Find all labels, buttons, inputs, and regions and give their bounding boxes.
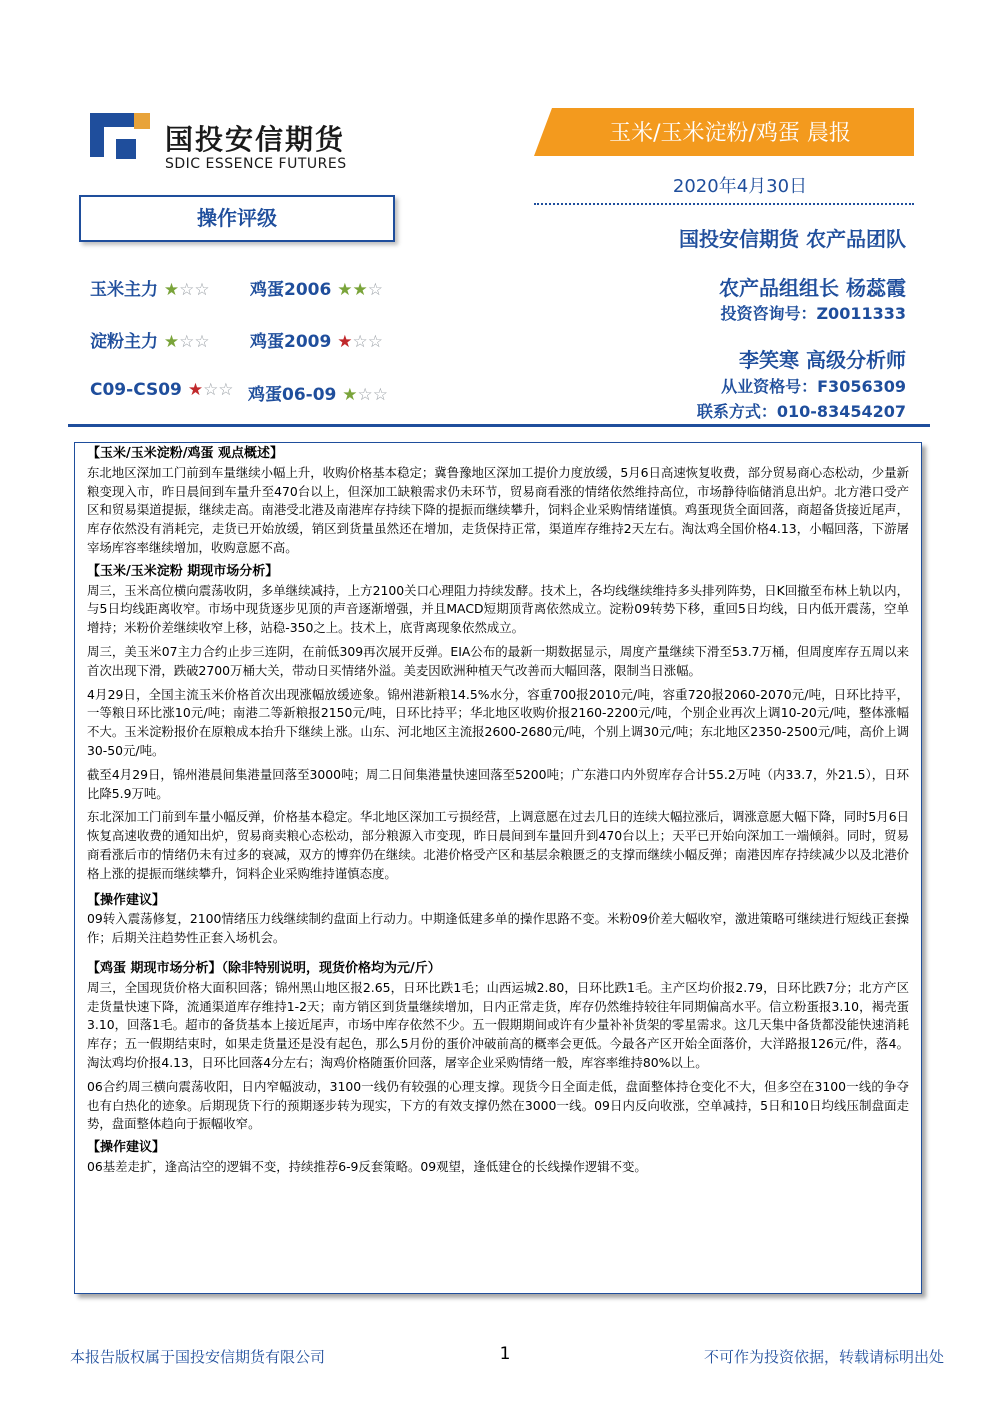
paragraph: 东北深加工门前到车量小幅反弹，价格基本稳定。华北地区深加工亏损经营，上调意愿在过去几日的连续大幅拉涨后，调涨意愿大幅下降，同时5月6日恢复高速收费的通知出炉，贸易商卖粮心态松动，部分粮源入市变现，昨日晨间到车量回升到470台以上；天平已开始向深加工一端倾斜。同时，贸易商看涨后市的情绪仍未有过多的衰减，双方的博弈仍在继续。北港价格受产区和基层余粮匮乏的支撑而继续小幅反弹；南港因库存持续减少以及北港价格上涨的提振而继续攀升，饲料企业采购维持谨慎态度。: [87, 809, 909, 881]
rating-item: [90, 275, 210, 300]
star-filled-icon: ★★: [337, 280, 368, 300]
company-name-cn: 国投安信期货: [165, 123, 346, 156]
rating-label: 鸡蛋2006: [250, 280, 332, 300]
rating-item: [90, 380, 234, 400]
star-filled-icon: ★: [163, 280, 180, 300]
section-note: （除非特别说明，现货价格均为元/斤）: [221, 960, 441, 976]
rating-item: [250, 327, 383, 352]
paragraph: 06合约周三横向震荡收阳，日内窄幅波动，3100一线仍有较强的心理支撑。现货今日全面走低，盘面整体持仓变化不大，但多空在3100一线的争夺也有白热化的迹象。后期现货下行的预期逐步转为现实，下方的有效支撑仍然在3000一线。09日内反向收涨，空单减持，5日和10日均线压制盘面走势，盘面整体趋向于振幅收窄。: [87, 1078, 909, 1132]
rating-item: [248, 380, 388, 405]
author-1-name: 农产品组组长 杨蕊霞: [719, 276, 906, 300]
star-filled-icon: ★: [342, 385, 358, 405]
star-filled-icon: ★: [187, 380, 204, 400]
section-title: 【玉米/玉米淀粉 期现市场分析】: [87, 563, 279, 579]
star-empty-icon: ☆☆: [179, 280, 210, 300]
footer-copyright: 本报告版权属于国投安信期货有限公司: [70, 1348, 326, 1366]
star-empty-icon: ☆☆: [352, 332, 383, 352]
header-divider: [68, 424, 930, 427]
rating-label: 鸡蛋2009: [250, 332, 332, 352]
paragraph: 06基差走扩，逢高沽空的逻辑不变，持续推荐6-9反套策略。09观望，逢低建仓的长线操作逻辑不变。: [87, 1158, 647, 1174]
footer-disclaimer: 不可作为投资依据，转载请标明出处: [703, 1348, 944, 1366]
rating-label: C09-CS09: [90, 380, 182, 400]
star-empty-icon: ☆☆: [203, 380, 234, 400]
author-2-name: 李笑寒 高级分析师: [739, 348, 906, 372]
star-empty-icon: ☆☆: [179, 332, 210, 352]
page-number: 1: [499, 1344, 511, 1364]
company-name-en: SDIC ESSENCE FUTURES: [165, 156, 347, 172]
section-title: 【操作建议】: [87, 892, 166, 908]
star-empty-icon: ☆: [367, 280, 383, 300]
section-title: 【操作建议】: [87, 1140, 166, 1156]
author-2-contact: 联系方式：010-83454207: [696, 402, 906, 421]
report-title: 玉米/玉米淀粉/鸡蛋 晨报: [609, 121, 851, 146]
rating-item: [90, 327, 210, 352]
section-title: 【鸡蛋 期现市场分析】: [87, 960, 222, 976]
section-title-row: [87, 960, 909, 979]
rating-label: 鸡蛋06-09: [248, 385, 337, 405]
paragraph: 09转入震荡修复，2100情绪压力线继续制约盘面上行动力。中期逢低建多单的操作思路不变。米粉09价差大幅收窄，激进策略可继续进行短线正套操作；后期关注趋势性正套入场机会。: [87, 911, 909, 946]
dotted-divider: [534, 203, 914, 205]
paragraph: 4月29日，全国主流玉米价格首次出现涨幅放缓迹象。锦州港新粮14.5%水分，容重700报2010元/吨，容重720报2060-2070元/吨，日环比持平，一等粮日环比涨10元/吨；南港二等新粮报2150元/吨，日环比持平；华北地区收购价报2160-2200元/吨，个别企业再次上调10-20元/吨，整体涨幅不大。玉米淀粉报价在原粮成本抬升下继续上涨。山东、河北地区主流报2600-2680元/吨，个别上调30元/吨；东北地区2350-2500元/吨，高价上调30-50元/吨。: [87, 686, 909, 758]
rating-item: [250, 275, 383, 300]
paragraph: 周三，全国现货价格大面积回落；锦州黑山地区报2.65，日环比跌1毛；山西运城2.80，日环比跌1毛。主产区均价报2.79，日环比跌7分；北方产区走货量快速下降，流通渠道库存维持1-2天；南方销区到货量继续增加，日内正常走货，库存仍然维持较往年同期偏高水平。信立粉蛋报3.10，褐壳蛋3.10，回落1毛。超市的备货基本上接近尾声，市场中库存依然不少。五一假期期间或许有少量补补货架的零星需求。这几天集中备货都没能快速消耗库存；五一假期结束时，如果走货量还是没有起色，那么5月份的蛋价冲破前高的概率会更低。今最各产区开始全面落价，大洋路报126元/件，落4。淘汰鸡均价报4.13，日环比回落4分左右；淘鸡价格随蛋价回落，屠宰企业采购情绪一般，库容率维持80%以上。: [87, 979, 909, 1070]
paragraph: 周三，玉米高位横向震荡收阴，多单继续减持，上方2100关口心理阻力持续发酵。技术上，各均线继续维持多头排列阵势，日K回撤至布林上轨以内，与5日均线距离收窄。市场中现货逐步见顶的声音逐渐增强，并且MACD短期顶背离依然成立。淀粉09转势下移，重回5日均线，日内低开震荡，空单增持；米粉价差继续收窄上移，站稳-350之上。技术上，底背离现象依然成立。: [87, 582, 909, 636]
company-logo-mark: [90, 113, 152, 175]
author-1-cert: 投资咨询号：Z0011333: [720, 304, 906, 323]
rating-label: 淀粉主力: [90, 332, 158, 352]
star-filled-icon: ★: [163, 332, 180, 352]
report-date: 2020年4月30日: [672, 176, 808, 197]
report-body: [74, 442, 922, 1294]
star-empty-icon: ☆☆: [357, 385, 389, 405]
rating-heading: 操作评级: [79, 195, 395, 242]
author-2-cert: 从业资格号：F3056309: [721, 377, 906, 396]
section-title: 【玉米/玉米淀粉/鸡蛋 观点概述】: [87, 446, 284, 461]
rating-label: 玉米主力: [90, 280, 158, 300]
star-filled-icon: ★: [337, 332, 353, 352]
paragraph: 周三，美玉米07主力合约止步三连阴，在前低309再次展开反弹。EIA公布的最新一期数据显示，周度产量继续下滑至53.7万桶，但周度库存五周以来首次出现下滑，跌破2700万桶大关，带动日买情绪外溢。美麦因欧洲种植天气改善而大幅回落，限制当日涨幅。: [87, 643, 909, 678]
paragraph: 东北地区深加工门前到车量继续小幅上升，收购价格基本稳定；冀鲁豫地区深加工提价力度放缓，5月6日高速恢复收费，部分贸易商心态松动，少量新粮变现入市，昨日晨间到车量升至470台以上，但深加工缺粮需求仍未环节，贸易商看涨的情绪依然维持高位，市场静待临储消息出炉。北方港口受产区和贸易渠道提振，继续走高。南港受北港及南港库存持续下降的提振而继续攀升，饲料企业采购情绪谨慎。鸡蛋现货全面回落，商超备货接近尾声，库存依然没有消耗完，走货已开始放缓，销区到货量虽然还在增加，走货保持正常，渠道库存维持2天左右。淘汰鸡全国价格4.13，小幅回落，下游屠宰场库容率继续增加，收购意愿不高。: [87, 464, 909, 555]
team-name: 国投安信期货 农产品团队: [679, 227, 906, 251]
paragraph: 截至4月29日，锦州港晨间集港量回落至3000吨；周二日间集港量快速回落至5200吨；广东港口内外贸库存合计55.2万吨（内33.7，外21.5），日环比降5.9万吨。: [87, 766, 909, 801]
